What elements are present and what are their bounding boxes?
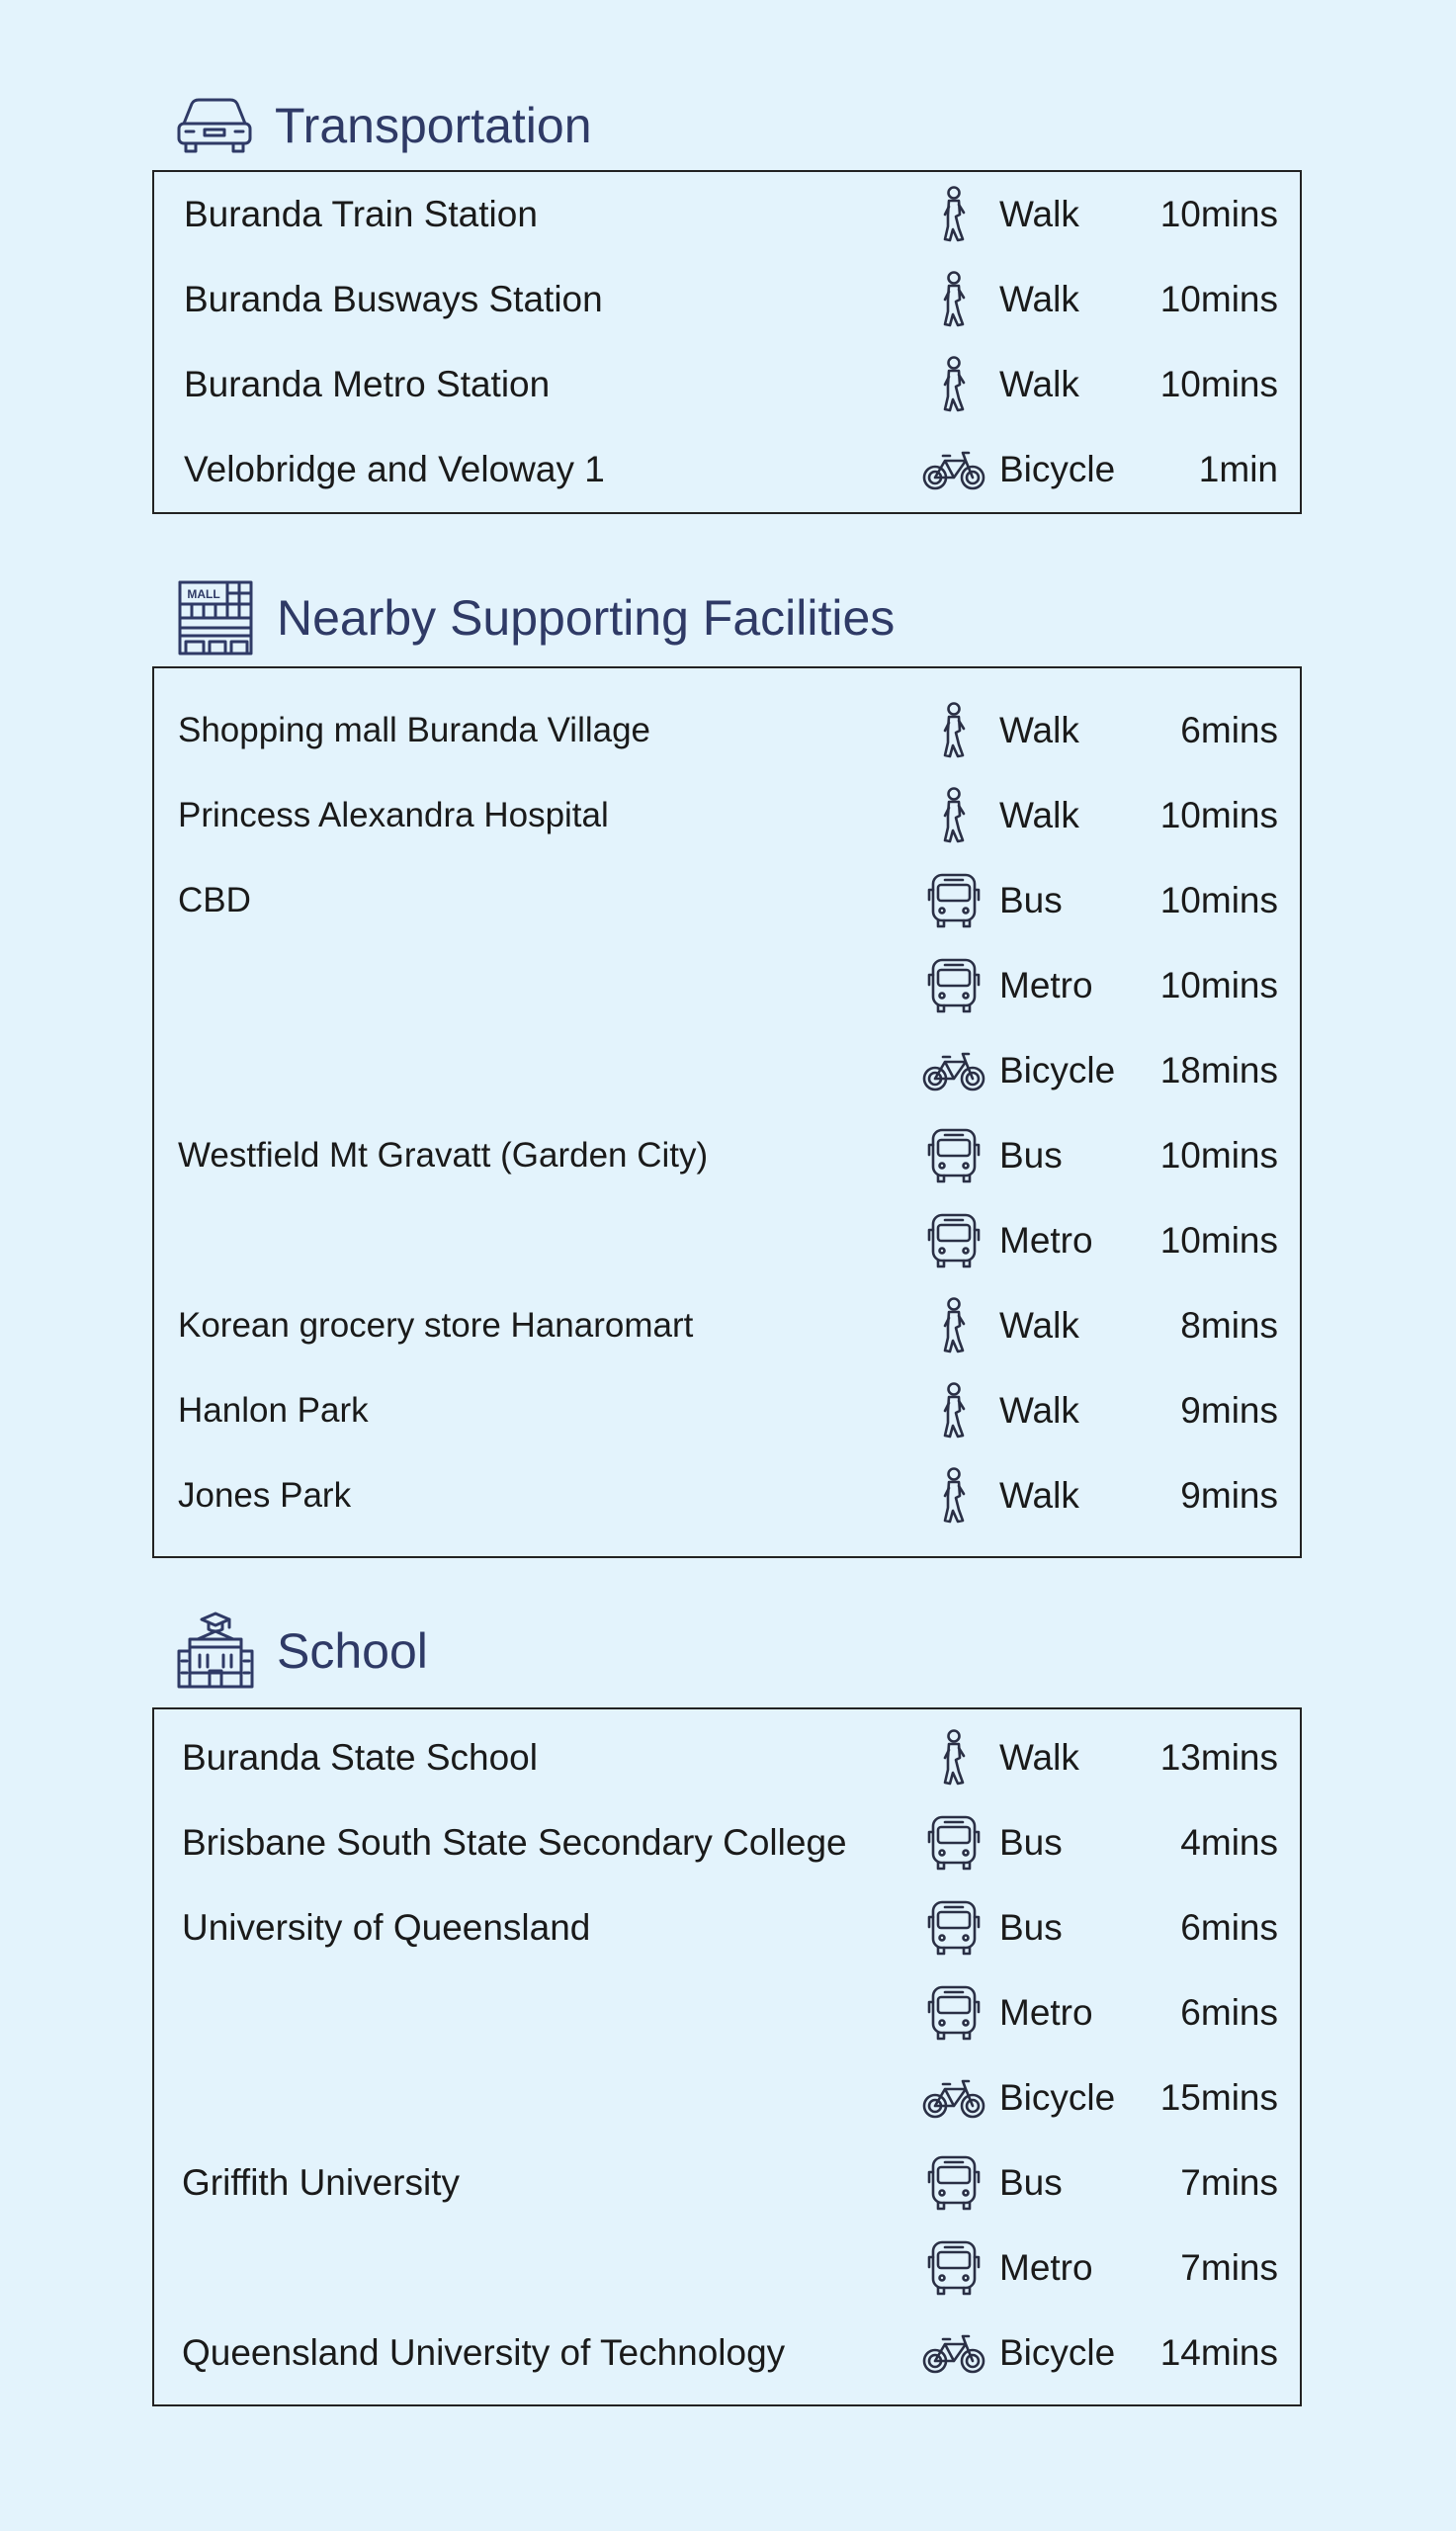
place-name: Buranda Train Station [184, 194, 538, 234]
travel-time: 10mins [1159, 1220, 1278, 1261]
car-icon [176, 94, 253, 157]
place-name: Jones Park [178, 1476, 352, 1515]
travel-time: 1min [1198, 449, 1278, 489]
bicycle-icon [921, 2068, 986, 2128]
travel-time: 10mins [1159, 965, 1278, 1005]
travel-mode: Bus [999, 1907, 1063, 1948]
table-row [154, 1028, 1300, 1113]
travel-mode: Walk [999, 1390, 1079, 1431]
place-name: Princess Alexandra Hospital [178, 796, 609, 834]
school-heading [176, 1612, 428, 1691]
travel-mode: Walk [999, 1475, 1079, 1516]
facilities-heading [176, 578, 895, 657]
travel-time: 14mins [1159, 2332, 1278, 2373]
bus-icon [921, 1983, 986, 2043]
table-row [154, 1113, 1300, 1198]
place-name: Westfield Mt Gravatt (Garden City) [178, 1136, 709, 1175]
bus-icon [921, 1898, 986, 1958]
travel-time: 10mins [1159, 364, 1278, 404]
walk-icon [921, 786, 986, 845]
travel-time: 13mins [1159, 1737, 1278, 1778]
place-name: Buranda Metro Station [184, 364, 551, 404]
travel-time: 18mins [1159, 1050, 1278, 1091]
table-row [154, 1885, 1300, 1970]
travel-mode: Bus [999, 1135, 1063, 1176]
facilities-title: Nearby Supporting Facilities [277, 590, 896, 646]
walk-icon [921, 270, 986, 329]
travel-mode: Bicycle [999, 1050, 1116, 1091]
bicycle-icon [921, 1041, 986, 1100]
table-row [154, 1283, 1300, 1368]
place-name: Griffith University [182, 2162, 460, 2203]
travel-mode: Bicycle [999, 449, 1116, 489]
walk-icon [921, 1728, 986, 1788]
travel-time: 6mins [1180, 1992, 1278, 2033]
travel-mode: Bus [999, 1822, 1063, 1863]
place-name: Buranda Busways Station [184, 279, 603, 319]
table-row [154, 858, 1300, 943]
travel-time: 15mins [1159, 2077, 1278, 2118]
travel-time: 7mins [1180, 2247, 1278, 2288]
walk-icon [921, 1381, 986, 1440]
travel-time: 10mins [1159, 194, 1278, 234]
school-table [152, 1707, 1302, 2406]
table-row [154, 1198, 1300, 1283]
table-row [154, 773, 1300, 858]
table-row [154, 2140, 1300, 2226]
table-row [154, 2226, 1300, 2311]
table-row [154, 1970, 1300, 2055]
place-name: Velobridge and Veloway 1 [184, 449, 605, 489]
walk-icon [921, 355, 986, 414]
school-title: School [277, 1623, 428, 1679]
transportation-title: Transportation [275, 98, 592, 153]
travel-time: 8mins [1180, 1305, 1278, 1346]
travel-time: 7mins [1180, 2162, 1278, 2203]
bicycle-icon [921, 440, 986, 499]
travel-mode: Walk [999, 279, 1079, 319]
travel-time: 10mins [1159, 1135, 1278, 1176]
transportation-heading [176, 86, 592, 165]
travel-mode: Bus [999, 2162, 1063, 2203]
place-name: Queensland University of Technology [182, 2332, 786, 2373]
travel-mode: Walk [999, 795, 1079, 835]
table-row [154, 2311, 1300, 2396]
table-row [154, 2055, 1300, 2140]
bus-icon [921, 2153, 986, 2213]
bus-icon [921, 1126, 986, 1185]
mall-icon [176, 578, 255, 657]
table-row [154, 172, 1300, 257]
travel-mode: Walk [999, 364, 1079, 404]
bus-icon [921, 956, 986, 1015]
bus-icon [921, 871, 986, 930]
table-row [154, 427, 1300, 512]
travel-time: 4mins [1180, 1822, 1278, 1863]
travel-mode: Metro [999, 1220, 1093, 1261]
table-row [154, 342, 1300, 427]
table-row [154, 1715, 1300, 1800]
walk-icon [921, 1466, 986, 1526]
bus-icon [921, 1813, 986, 1873]
travel-mode: Walk [999, 1737, 1079, 1778]
table-row [154, 1453, 1300, 1538]
transportation-table [152, 170, 1302, 514]
travel-mode: Walk [999, 194, 1079, 234]
walk-icon [921, 701, 986, 760]
place-name: Buranda State School [182, 1737, 538, 1778]
travel-time: 9mins [1180, 1475, 1278, 1516]
travel-mode: Metro [999, 2247, 1093, 2288]
travel-time: 6mins [1180, 1907, 1278, 1948]
place-name: Korean grocery store Hanaromart [178, 1306, 694, 1345]
travel-mode: Bicycle [999, 2077, 1116, 2118]
table-row [154, 257, 1300, 342]
school-icon [176, 1612, 255, 1691]
bicycle-icon [921, 2323, 986, 2383]
facilities-table [152, 666, 1302, 1558]
table-row [154, 688, 1300, 773]
place-name: CBD [178, 881, 251, 919]
table-row [154, 1800, 1300, 1885]
travel-time: 10mins [1159, 795, 1278, 835]
place-name: Shopping mall Buranda Village [178, 711, 651, 749]
place-name: University of Queensland [182, 1907, 591, 1948]
travel-mode: Bicycle [999, 2332, 1116, 2373]
travel-time: 10mins [1159, 880, 1278, 920]
travel-mode: Walk [999, 710, 1079, 750]
walk-icon [921, 185, 986, 244]
table-row [154, 943, 1300, 1028]
travel-time: 6mins [1180, 710, 1278, 750]
bus-icon [921, 2238, 986, 2298]
travel-mode: Bus [999, 880, 1063, 920]
bus-icon [921, 1211, 986, 1270]
place-name: Brisbane South State Secondary College [182, 1822, 847, 1863]
travel-time: 9mins [1180, 1390, 1278, 1431]
walk-icon [921, 1296, 986, 1355]
place-name: Hanlon Park [178, 1391, 369, 1430]
travel-mode: Metro [999, 965, 1093, 1005]
mall-label: MALL [187, 587, 220, 601]
travel-time: 10mins [1159, 279, 1278, 319]
table-row [154, 1368, 1300, 1453]
travel-mode: Walk [999, 1305, 1079, 1346]
travel-mode: Metro [999, 1992, 1093, 2033]
